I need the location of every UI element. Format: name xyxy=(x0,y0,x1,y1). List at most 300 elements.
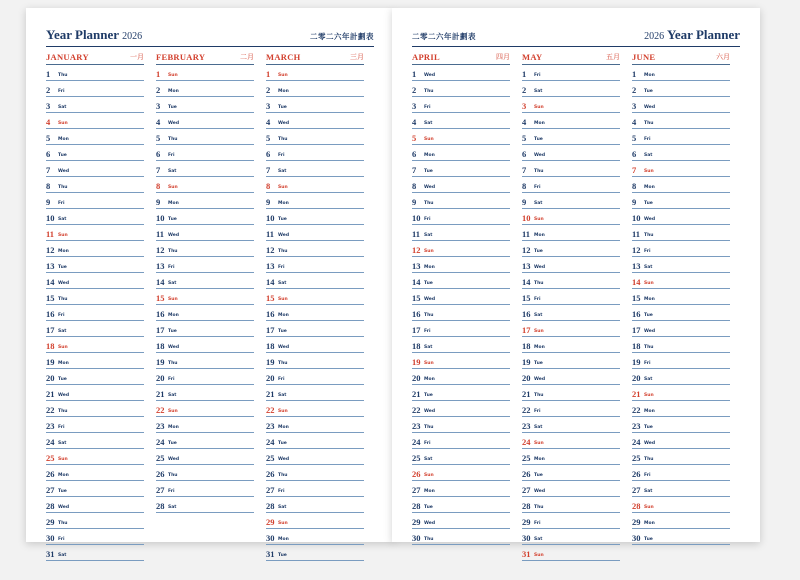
weekday-label: Sun xyxy=(534,328,544,334)
day-number: 18 xyxy=(266,340,275,351)
month-column-february xyxy=(156,50,254,561)
weekday-label: Mon xyxy=(644,72,655,78)
day-number: 10 xyxy=(522,212,531,223)
day-row xyxy=(156,225,254,241)
day-row xyxy=(266,465,364,481)
day-number: 18 xyxy=(632,340,641,351)
day-row xyxy=(632,305,730,321)
day-number: 16 xyxy=(46,308,55,319)
day-number: 12 xyxy=(632,244,641,255)
weekday-label: Mon xyxy=(644,408,655,414)
day-number: 11 xyxy=(266,228,275,239)
day-number: 7 xyxy=(412,164,417,175)
weekday-label: Thu xyxy=(424,200,434,206)
weekday-label: Thu xyxy=(58,408,68,414)
weekday-label: Wed xyxy=(168,344,180,350)
day-row xyxy=(412,369,510,385)
day-row xyxy=(632,97,730,113)
day-number: 28 xyxy=(266,500,275,511)
day-row xyxy=(412,433,510,449)
weekday-label: Fri xyxy=(644,360,651,366)
day-row xyxy=(266,81,364,97)
day-row xyxy=(412,289,510,305)
day-row xyxy=(156,241,254,257)
day-row xyxy=(266,353,364,369)
weekday-label: Thu xyxy=(58,520,68,526)
day-number: 26 xyxy=(412,468,421,479)
day-row xyxy=(522,401,620,417)
weekday-label: Mon xyxy=(58,136,69,142)
day-row xyxy=(522,193,620,209)
day-number: 31 xyxy=(266,548,275,559)
weekday-label: Fri xyxy=(534,184,541,190)
day-row xyxy=(266,417,364,433)
day-row xyxy=(266,145,364,161)
weekday-label: Sun xyxy=(424,472,434,478)
day-row xyxy=(156,273,254,289)
weekday-label: Fri xyxy=(58,200,65,206)
weekday-label: Sun xyxy=(424,360,434,366)
day-row xyxy=(522,65,620,81)
day-number: 22 xyxy=(46,404,55,415)
weekday-label: Wed xyxy=(534,264,546,270)
day-number: 18 xyxy=(522,340,531,351)
day-number: 1 xyxy=(46,68,51,79)
weekday-label: Sat xyxy=(278,168,287,174)
weekday-label: Fri xyxy=(58,312,65,318)
day-row xyxy=(412,193,510,209)
weekday-label: Tue xyxy=(278,216,287,222)
day-row xyxy=(522,433,620,449)
weekday-label: Wed xyxy=(644,440,656,446)
weekday-label: Tue xyxy=(168,328,177,334)
day-number: 6 xyxy=(632,148,637,159)
day-number: 3 xyxy=(412,100,417,111)
year-label: 2026 xyxy=(644,31,665,42)
weekday-label: Sun xyxy=(534,440,544,446)
day-row xyxy=(412,129,510,145)
weekday-label: Tue xyxy=(424,392,433,398)
weekday-label: Wed xyxy=(534,376,546,382)
day-row xyxy=(522,545,620,561)
weekday-label: Tue xyxy=(534,360,543,366)
day-row xyxy=(266,513,364,529)
day-row xyxy=(266,193,364,209)
weekday-label: Tue xyxy=(644,536,653,542)
weekday-label: Mon xyxy=(644,296,655,302)
month-name-chinese: 四月 xyxy=(496,53,510,61)
day-row xyxy=(46,321,144,337)
weekday-label: Tue xyxy=(644,88,653,94)
day-number: 24 xyxy=(412,436,421,447)
day-number: 25 xyxy=(266,452,275,463)
weekday-label: Thu xyxy=(278,360,288,366)
day-number: 24 xyxy=(632,436,641,447)
day-number: 25 xyxy=(522,452,531,463)
weekday-label: Tue xyxy=(58,488,67,494)
day-row xyxy=(632,145,730,161)
day-number: 31 xyxy=(522,548,531,559)
weekday-label: Sat xyxy=(424,344,433,350)
planner-page-right xyxy=(392,8,760,559)
weekday-label: Fri xyxy=(278,152,285,158)
day-number: 8 xyxy=(412,180,417,191)
weekday-label: Tue xyxy=(58,376,67,382)
day-row xyxy=(156,321,254,337)
weekday-label: Fri xyxy=(278,376,285,382)
day-row xyxy=(522,449,620,465)
month-name-chinese: 六月 xyxy=(716,53,730,61)
day-row xyxy=(266,529,364,545)
day-number: 25 xyxy=(46,452,55,463)
weekday-label: Sat xyxy=(58,328,67,334)
day-row xyxy=(156,257,254,273)
chinese-title: 二零二六年計劃表 xyxy=(412,32,476,41)
day-number: 8 xyxy=(632,180,637,191)
month-name-chinese: 二月 xyxy=(240,53,254,61)
day-number: 11 xyxy=(46,228,55,239)
weekday-label: Sun xyxy=(58,232,68,238)
day-number: 23 xyxy=(46,420,55,431)
weekday-label: Thu xyxy=(534,504,544,510)
month-name: JANUARY xyxy=(46,52,89,62)
day-number: 30 xyxy=(632,532,641,543)
weekday-label: Sat xyxy=(534,536,543,542)
day-number: 1 xyxy=(632,68,637,79)
weekday-label: Wed xyxy=(644,104,656,110)
weekday-label: Wed xyxy=(278,120,290,126)
weekday-label: Fri xyxy=(58,88,65,94)
day-row xyxy=(46,209,144,225)
day-row xyxy=(156,65,254,81)
day-row xyxy=(46,81,144,97)
year-label: 2026 xyxy=(122,31,143,42)
day-number: 17 xyxy=(266,324,275,335)
planner-title xyxy=(644,27,740,43)
month-name: FEBRUARY xyxy=(156,52,206,62)
day-number: 12 xyxy=(46,244,55,255)
weekday-label: Wed xyxy=(58,280,70,286)
day-number: 21 xyxy=(266,388,275,399)
day-row xyxy=(156,161,254,177)
day-number: 1 xyxy=(266,68,271,79)
weekday-label: Sun xyxy=(278,520,288,526)
weekday-label: Tue xyxy=(58,152,67,158)
weekday-label: Thu xyxy=(424,88,434,94)
weekday-label: Sun xyxy=(58,456,68,462)
day-row xyxy=(156,385,254,401)
day-number: 21 xyxy=(46,388,55,399)
day-row xyxy=(46,273,144,289)
day-row xyxy=(156,305,254,321)
weekday-label: Thu xyxy=(644,232,654,238)
weekday-label: Mon xyxy=(168,312,179,318)
day-number: 17 xyxy=(632,324,641,335)
day-number: 11 xyxy=(632,228,641,239)
day-number: 18 xyxy=(156,340,165,351)
day-row xyxy=(412,225,510,241)
day-row xyxy=(266,481,364,497)
title-text: Year Planner xyxy=(666,27,740,42)
day-row xyxy=(266,545,364,561)
day-row xyxy=(156,97,254,113)
day-row xyxy=(632,465,730,481)
weekday-label: Fri xyxy=(534,408,541,414)
day-number: 21 xyxy=(156,388,165,399)
day-number: 4 xyxy=(266,116,271,127)
day-number: 2 xyxy=(156,84,161,95)
day-row xyxy=(632,497,730,513)
weekday-label: Mon xyxy=(278,200,289,206)
month-header xyxy=(266,50,364,65)
day-number: 19 xyxy=(266,356,275,367)
month-header xyxy=(632,50,730,65)
weekday-label: Tue xyxy=(534,136,543,142)
day-number: 23 xyxy=(266,420,275,431)
weekday-label: Sun xyxy=(644,280,654,286)
weekday-label: Mon xyxy=(168,200,179,206)
day-row xyxy=(46,337,144,353)
day-number: 18 xyxy=(412,340,421,351)
day-number: 30 xyxy=(412,532,421,543)
weekday-label: Fri xyxy=(168,376,175,382)
month-name: JUNE xyxy=(632,52,656,62)
day-number: 8 xyxy=(522,180,527,191)
weekday-label: Mon xyxy=(278,536,289,542)
month-name: MARCH xyxy=(266,52,301,62)
day-number: 3 xyxy=(266,100,271,111)
day-row xyxy=(266,433,364,449)
day-number: 29 xyxy=(266,516,275,527)
day-row xyxy=(266,225,364,241)
day-number: 4 xyxy=(156,116,161,127)
day-row xyxy=(46,545,144,561)
day-row xyxy=(412,417,510,433)
day-number: 3 xyxy=(522,100,527,111)
day-row xyxy=(46,497,144,513)
day-row xyxy=(522,97,620,113)
weekday-label: Sun xyxy=(534,104,544,110)
weekday-label: Fri xyxy=(534,520,541,526)
day-row xyxy=(522,337,620,353)
day-number: 11 xyxy=(522,228,531,239)
day-number: 23 xyxy=(522,420,531,431)
day-number: 20 xyxy=(156,372,165,383)
day-number: 16 xyxy=(412,308,421,319)
day-row xyxy=(632,513,730,529)
day-row xyxy=(522,113,620,129)
weekday-label: Sun xyxy=(168,72,178,78)
day-number: 22 xyxy=(412,404,421,415)
day-number: 5 xyxy=(522,132,527,143)
day-row xyxy=(46,241,144,257)
day-number: 14 xyxy=(266,276,275,287)
day-row xyxy=(266,241,364,257)
weekday-label: Thu xyxy=(278,248,288,254)
day-row xyxy=(46,161,144,177)
chinese-title: 二零二六年計劃表 xyxy=(310,32,374,41)
weekday-label: Mon xyxy=(58,248,69,254)
day-number: 22 xyxy=(156,404,165,415)
day-row xyxy=(412,177,510,193)
day-number: 25 xyxy=(412,452,421,463)
day-row xyxy=(266,273,364,289)
day-number: 16 xyxy=(266,308,275,319)
day-number: 19 xyxy=(46,356,55,367)
day-number: 6 xyxy=(46,148,51,159)
weekday-label: Fri xyxy=(424,216,431,222)
day-number: 23 xyxy=(156,420,165,431)
planner-page-left xyxy=(26,8,394,559)
day-row xyxy=(412,81,510,97)
month-column-may xyxy=(522,50,620,561)
weekday-label: Fri xyxy=(644,472,651,478)
weekday-label: Tue xyxy=(278,328,287,334)
day-number: 6 xyxy=(266,148,271,159)
day-row xyxy=(46,145,144,161)
day-number: 23 xyxy=(632,420,641,431)
weekday-label: Wed xyxy=(424,520,436,526)
day-number: 7 xyxy=(522,164,527,175)
weekday-label: Sat xyxy=(58,216,67,222)
weekday-label: Sat xyxy=(644,488,653,494)
weekday-label: Thu xyxy=(644,344,654,350)
day-number: 13 xyxy=(522,260,531,271)
weekday-label: Thu xyxy=(278,472,288,478)
day-number: 3 xyxy=(46,100,51,111)
day-number: 20 xyxy=(46,372,55,383)
weekday-label: Sun xyxy=(58,120,68,126)
day-row xyxy=(632,257,730,273)
month-columns xyxy=(46,50,394,561)
day-number: 20 xyxy=(522,372,531,383)
day-number: 27 xyxy=(46,484,55,495)
day-row xyxy=(412,529,510,545)
day-number: 7 xyxy=(46,164,51,175)
month-name-chinese: 一月 xyxy=(130,53,144,61)
day-number: 14 xyxy=(46,276,55,287)
weekday-label: Sat xyxy=(278,392,287,398)
day-number: 19 xyxy=(522,356,531,367)
day-number: 4 xyxy=(46,116,51,127)
day-row xyxy=(632,481,730,497)
day-row xyxy=(522,177,620,193)
day-row xyxy=(156,433,254,449)
weekday-label: Sat xyxy=(644,264,653,270)
weekday-label: Wed xyxy=(278,456,290,462)
day-row xyxy=(46,433,144,449)
weekday-label: Mon xyxy=(534,456,545,462)
weekday-label: Sun xyxy=(278,72,288,78)
day-row xyxy=(412,113,510,129)
day-number: 22 xyxy=(522,404,531,415)
day-row xyxy=(522,305,620,321)
weekday-label: Sat xyxy=(424,456,433,462)
weekday-label: Fri xyxy=(168,488,175,494)
day-number: 8 xyxy=(266,180,271,191)
weekday-label: Sat xyxy=(278,504,287,510)
day-number: 1 xyxy=(412,68,417,79)
day-row xyxy=(522,321,620,337)
weekday-label: Fri xyxy=(424,328,431,334)
day-number: 28 xyxy=(156,500,165,511)
day-row xyxy=(156,81,254,97)
day-row xyxy=(632,321,730,337)
day-number: 16 xyxy=(522,308,531,319)
day-row xyxy=(156,177,254,193)
day-number: 11 xyxy=(412,228,421,239)
weekday-label: Wed xyxy=(168,120,180,126)
day-number: 13 xyxy=(412,260,421,271)
day-number: 9 xyxy=(46,196,51,207)
weekday-label: Mon xyxy=(424,376,435,382)
weekday-label: Sat xyxy=(424,232,433,238)
day-row xyxy=(632,289,730,305)
weekday-label: Tue xyxy=(424,280,433,286)
day-number: 3 xyxy=(156,100,161,111)
day-row xyxy=(412,481,510,497)
day-number: 25 xyxy=(632,452,641,463)
weekday-label: Sat xyxy=(58,104,67,110)
weekday-label: Wed xyxy=(58,168,70,174)
day-row xyxy=(46,401,144,417)
weekday-label: Mon xyxy=(424,488,435,494)
day-number: 30 xyxy=(522,532,531,543)
day-row xyxy=(156,369,254,385)
day-row xyxy=(522,481,620,497)
day-row xyxy=(156,401,254,417)
day-row xyxy=(156,465,254,481)
day-number: 1 xyxy=(156,68,161,79)
day-number: 27 xyxy=(632,484,641,495)
day-row xyxy=(156,209,254,225)
day-row xyxy=(632,81,730,97)
day-number: 27 xyxy=(266,484,275,495)
weekday-label: Wed xyxy=(278,344,290,350)
weekday-label: Sun xyxy=(534,216,544,222)
month-name-chinese: 五月 xyxy=(606,53,620,61)
weekday-label: Sat xyxy=(58,440,67,446)
day-number: 27 xyxy=(522,484,531,495)
day-row xyxy=(266,289,364,305)
month-name-chinese: 三月 xyxy=(350,53,364,61)
month-header xyxy=(46,50,144,65)
weekday-label: Tue xyxy=(424,504,433,510)
weekday-label: Mon xyxy=(278,424,289,430)
weekday-label: Sat xyxy=(168,168,177,174)
weekday-label: Wed xyxy=(424,184,436,190)
day-row xyxy=(412,209,510,225)
month-name: MAY xyxy=(522,52,543,62)
day-number: 17 xyxy=(522,324,531,335)
weekday-label: Thu xyxy=(424,536,434,542)
weekday-label: Sat xyxy=(534,88,543,94)
day-number: 21 xyxy=(412,388,421,399)
weekday-label: Sun xyxy=(644,168,654,174)
weekday-label: Thu xyxy=(168,136,178,142)
day-number: 22 xyxy=(632,404,641,415)
weekday-label: Tue xyxy=(278,440,287,446)
day-number: 13 xyxy=(632,260,641,271)
day-row xyxy=(412,385,510,401)
weekday-label: Thu xyxy=(644,120,654,126)
day-number: 15 xyxy=(156,292,165,303)
day-number: 11 xyxy=(156,228,165,239)
weekday-label: Thu xyxy=(424,424,434,430)
day-row xyxy=(632,353,730,369)
day-number: 17 xyxy=(156,324,165,335)
day-number: 5 xyxy=(412,132,417,143)
